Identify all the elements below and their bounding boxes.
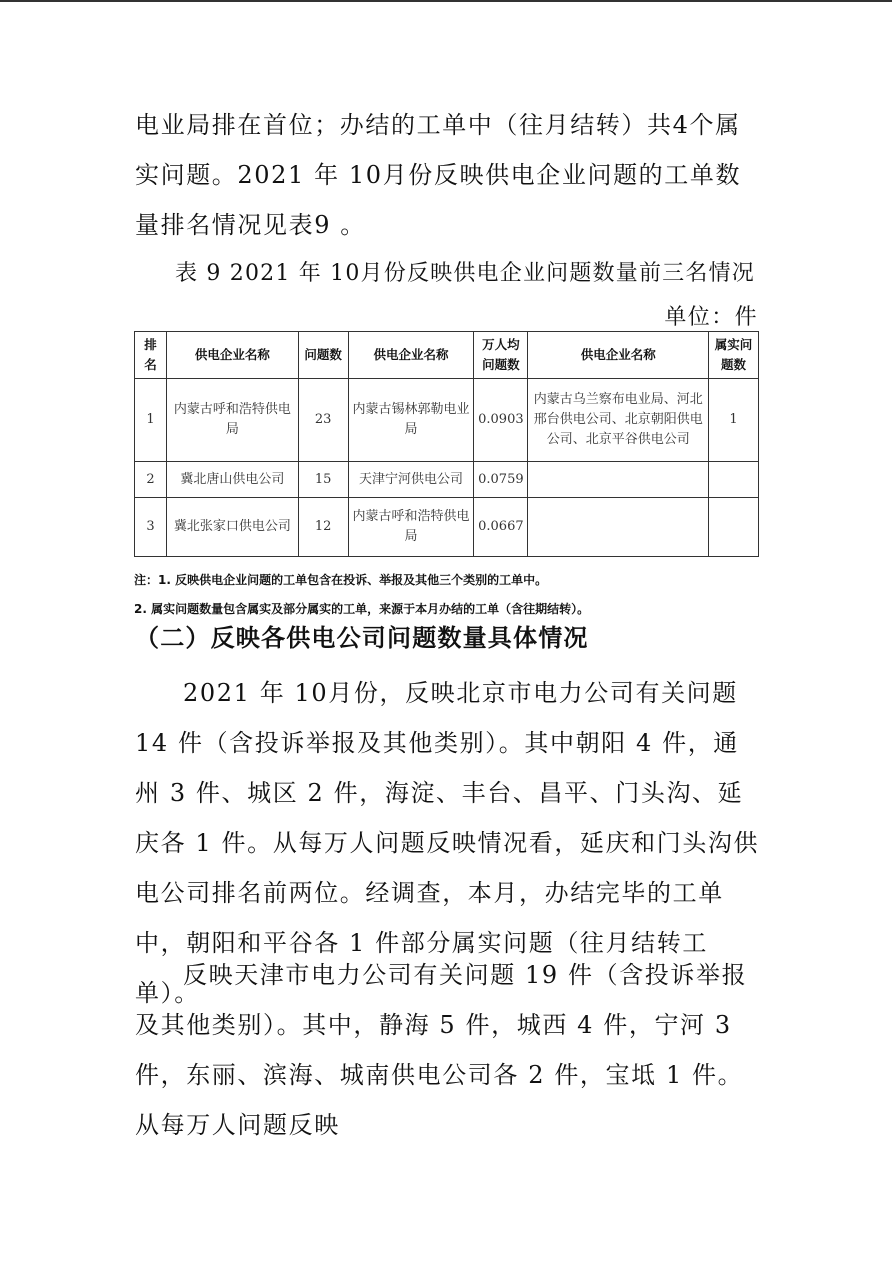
header-rank: 排名 bbox=[135, 332, 167, 379]
paragraph-tianjin: 反映天津市电力公司有关问题 19 件（含投诉举报及其他类别）。其中，静海 5 件，城西 4 件，宁河 3 件，东丽、滨海、城南供电公司各 2 件，宝坻 1 件。从每万人问题反映 bbox=[135, 961, 748, 1139]
ranking-table bbox=[134, 331, 759, 557]
cell-count: 12 bbox=[298, 498, 348, 557]
header-count: 问题数 bbox=[298, 332, 348, 379]
cell-company: 内蒙古呼和浩特供电局 bbox=[166, 379, 298, 462]
cell-company: 冀北张家口供电公司 bbox=[166, 498, 298, 557]
table-notes bbox=[134, 566, 589, 624]
section-heading: （二）反映各供电公司问题数量具体情况 bbox=[135, 624, 589, 652]
header-per-capita: 万人均问题数 bbox=[474, 332, 528, 379]
cell-company: 冀北唐山供电公司 bbox=[166, 462, 298, 498]
cell-verified bbox=[709, 498, 759, 557]
table-row bbox=[135, 462, 759, 498]
table-row bbox=[135, 379, 759, 462]
cell-verified bbox=[709, 462, 759, 498]
header-company-by-count: 供电企业名称 bbox=[166, 332, 298, 379]
cell-company: 内蒙古呼和浩特供电局 bbox=[348, 498, 474, 557]
cell-rank: 3 bbox=[135, 498, 167, 557]
table-header-row bbox=[135, 332, 759, 379]
cell-per-capita: 0.0667 bbox=[474, 498, 528, 557]
page-top-border bbox=[0, 0, 892, 2]
cell-company: 内蒙古乌兰察布电业局、河北邢台供电公司、北京朝阳供电公司、北京平谷供电公司 bbox=[528, 379, 709, 462]
cell-company bbox=[528, 462, 709, 498]
header-company-by-verified: 供电企业名称 bbox=[528, 332, 709, 379]
table-caption: 表 9 2021 年 10月份反映供电企业问题数量前三名情况 bbox=[175, 261, 755, 286]
header-company-by-per-capita: 供电企业名称 bbox=[348, 332, 474, 379]
cell-count: 15 bbox=[298, 462, 348, 498]
cell-per-capita: 0.0759 bbox=[474, 462, 528, 498]
paragraph-intro: 电业局排在首位；办结的工单中（往月结转）共4个属实问题。2021 年 10月份反映供电企业问题的工单数量排名情况见表9 。 bbox=[135, 111, 742, 239]
paragraph-beijing: 2021 年 10月份，反映北京市电力公司有关问题 14 件（含投诉举报及其他类别）。其中朝阳 4 件，通州 3 件、城区 2 件，海淀、丰台、昌平、门头沟、延庆各 1 件。从每万人问题反映情况看，延庆和门头沟供电公司排名前两位。经调查，本月，办结完毕的工单中，朝阳和平谷各 1 件部分属实问题（往月结转工单）。 bbox=[135, 679, 760, 1007]
header-verified: 属实问题数 bbox=[709, 332, 759, 379]
cell-company: 天津宁河供电公司 bbox=[348, 462, 474, 498]
table-note-2: 2. 属实问题数量包含属实及部分属实的工单，来源于本月办结的工单（含往期结转）。 bbox=[134, 602, 590, 616]
cell-count: 23 bbox=[298, 379, 348, 462]
cell-company bbox=[528, 498, 709, 557]
table-unit: 单位：件 bbox=[664, 305, 758, 330]
table-note-1: 注：1. 反映供电企业问题的工单包含在投诉、举报及其他三个类别的工单中。 bbox=[134, 573, 548, 587]
cell-per-capita: 0.0903 bbox=[474, 379, 528, 462]
cell-verified: 1 bbox=[709, 379, 759, 462]
cell-company: 内蒙古锡林郭勒电业局 bbox=[348, 379, 474, 462]
table-row bbox=[135, 498, 759, 557]
cell-rank: 1 bbox=[135, 379, 167, 462]
cell-rank: 2 bbox=[135, 462, 167, 498]
